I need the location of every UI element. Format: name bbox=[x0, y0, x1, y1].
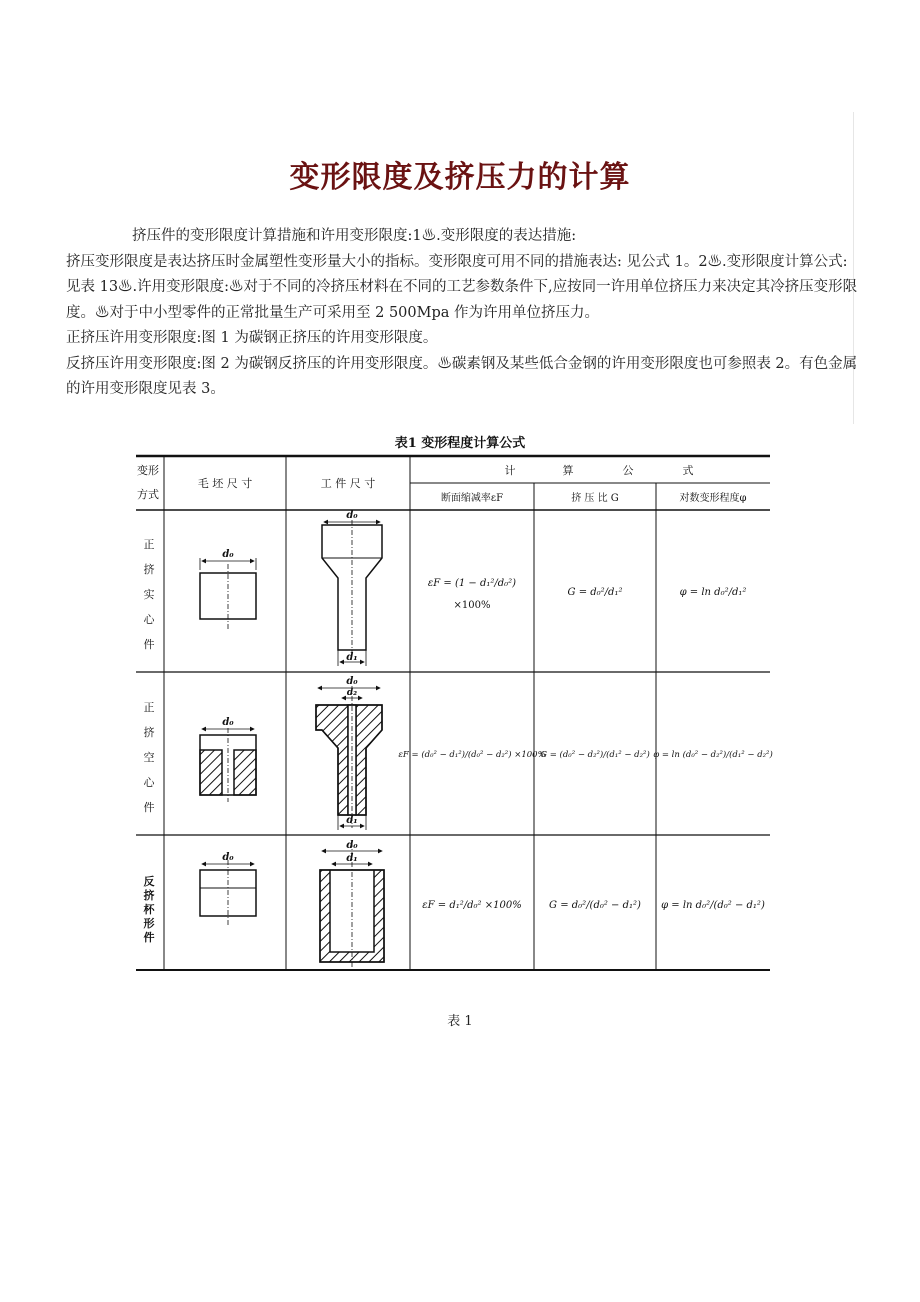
header-blank-size: 毛 坯 尺 寸 bbox=[197, 477, 253, 490]
row3-blank-d0: d₀ bbox=[222, 852, 234, 863]
row2-blank-d0: d₀ bbox=[222, 717, 234, 728]
paragraph: 正挤压许用变形限度:图 1 为碳钢正挤压的许用变形限度。 bbox=[66, 330, 438, 346]
mode-row3-c4: 形 bbox=[143, 917, 155, 930]
header-formula-2: 算 bbox=[562, 464, 574, 477]
formula-table-figure bbox=[128, 430, 792, 972]
row1-eps-percent: ×100% bbox=[453, 600, 491, 611]
mode-row3-c5: 件 bbox=[143, 931, 155, 944]
mode-row1-c5: 件 bbox=[143, 638, 155, 651]
header-eps: 断面缩减率εF bbox=[440, 493, 504, 504]
header-formula-4: 式 bbox=[682, 464, 694, 477]
table-title: 表1 变形程度计算公式 bbox=[394, 436, 526, 451]
row3-eps-formula: εF = d₁²/d₀² ×100% bbox=[422, 900, 522, 911]
mode-row1-c3: 实 bbox=[143, 588, 155, 601]
row1-part-drawing bbox=[322, 520, 382, 666]
mode-row2-c2: 挤 bbox=[143, 726, 155, 739]
header-mode-2: 方式 bbox=[137, 488, 159, 501]
row1-phi-formula: φ = ln d₀²/d₁² bbox=[679, 587, 747, 598]
row3-phi-formula: φ = ln d₀²/(d₀² − d₁²) bbox=[661, 900, 765, 911]
row1-eps-formula: εF = (1 − d₁²/d₀²) bbox=[427, 578, 517, 589]
paragraph: 反挤压许用变形限度:图 2 为碳钢反挤压的许用变形限度。♨碳素钢及某些低合金钢的许用变形限度也可参照表 2。有色金属的许用变形限度见表 3。 bbox=[66, 355, 858, 397]
row2-blank-drawing bbox=[200, 728, 256, 802]
row2-part-drawing bbox=[316, 686, 382, 830]
row2-part-d2: d₂ bbox=[346, 688, 358, 698]
header-mode-1: 变形 bbox=[137, 464, 159, 477]
row2-g-formula: G = (d₀² − d₂²)/(d₁² − d₂²) bbox=[540, 750, 650, 760]
row2-part-d0: d₀ bbox=[346, 676, 358, 687]
row1-part-d1: d₁ bbox=[346, 652, 358, 663]
row1-blank-drawing bbox=[200, 558, 256, 630]
header-phi: 对数变形程度φ bbox=[679, 493, 747, 504]
header-part-size: 工 件 尺 寸 bbox=[320, 477, 376, 490]
mode-row3-c3: 杯 bbox=[143, 903, 155, 916]
row3-part-d0: d₀ bbox=[346, 840, 358, 851]
row1-part-d0: d₀ bbox=[346, 510, 358, 521]
mode-row1-c4: 心 bbox=[143, 613, 155, 626]
mode-row1-c2: 挤 bbox=[143, 563, 155, 576]
mode-row2-c1: 正 bbox=[143, 701, 155, 714]
paragraph: 挤压变形限度是表达挤压时金属塑性变形量大小的指标。变形限度可用不同的措施表达: 见公式 1。2♨.变形限度计算公式: bbox=[66, 253, 848, 270]
header-formula-1: 计 bbox=[504, 464, 516, 477]
mode-row2-c3: 空 bbox=[143, 751, 155, 764]
row2-phi-formula: φ = ln (d₀² − d₂²)/(d₁² − d₂²) bbox=[653, 750, 773, 760]
body-text bbox=[66, 224, 858, 403]
row3-g-formula: G = d₀²/(d₀² − d₁²) bbox=[549, 900, 641, 911]
mode-row3-c2: 挤 bbox=[143, 889, 155, 902]
header-formula-3: 公 bbox=[622, 464, 634, 477]
mode-row1-c1: 正 bbox=[143, 538, 155, 551]
row2-part-d1: d₁ bbox=[346, 815, 358, 826]
paragraph: 挤压件的变形限度计算措施和许用变形限度:1♨.变形限度的表达措施: bbox=[132, 228, 577, 244]
table-caption: 表 1 bbox=[447, 1014, 473, 1029]
mode-row3-c1: 反 bbox=[143, 875, 155, 888]
mode-row2-c5: 件 bbox=[143, 801, 155, 814]
row3-blank-drawing bbox=[200, 860, 256, 926]
row1-g-formula: G = d₀²/d₁² bbox=[567, 587, 623, 598]
row2-eps-formula: εF = (d₀² − d₁²)/(d₀² − d₂²) ×100% bbox=[398, 750, 546, 760]
paragraph: 见表 13♨.许用变形限度:♨对于不同的冷挤压材料在不同的工艺参数条件下,应按同一许用单位挤压力来决定其冷挤压变形限度。♨对于中小型零件的正常批量生产可采用至 2 500Mpa 作为许用单位挤压力。 bbox=[66, 279, 858, 321]
header-g: 挤 压 比 G bbox=[571, 493, 619, 504]
row1-blank-d0: d₀ bbox=[222, 549, 234, 560]
mode-row2-c4: 心 bbox=[143, 776, 155, 789]
formula-table-svg bbox=[128, 430, 792, 972]
page-title: 变形限度及挤压力的计算 bbox=[289, 160, 631, 196]
row3-part-d1: d₁ bbox=[346, 853, 358, 864]
